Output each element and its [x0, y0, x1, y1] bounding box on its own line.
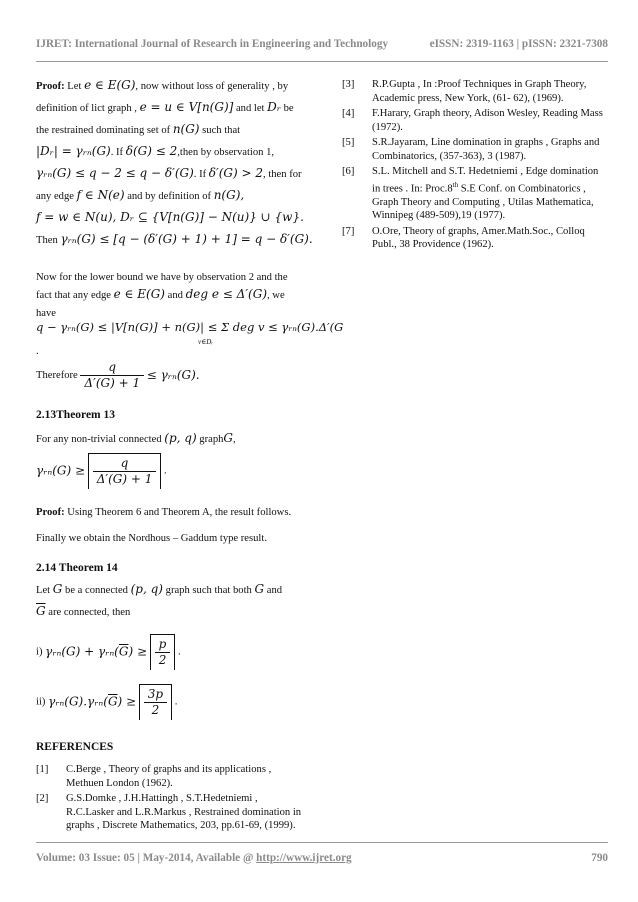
reference-item [342, 78, 604, 105]
issn-text: eISSN: 2319-1163 | pISSN: 2321-7308 [429, 38, 608, 50]
thm14-line2 [36, 604, 304, 626]
math: (p, q) [130, 582, 163, 596]
fraction [144, 687, 167, 718]
math: γᵣₙ(G).γᵣₙ( [48, 694, 108, 709]
text: ,then by observation 1, [177, 147, 275, 158]
reference-number: [7] [342, 225, 355, 237]
nordhous-line [36, 531, 304, 553]
math: n(G), [213, 188, 245, 202]
text: Using Theorem 6 and Theorem A, the result follows. [67, 507, 292, 518]
header-rule [36, 61, 608, 62]
math: δ(G) ≤ 2 [125, 144, 178, 158]
dot-line [36, 344, 304, 360]
math: $\overline{G}$ [36, 604, 46, 618]
footer-rule [36, 842, 608, 843]
text: such that [202, 125, 241, 136]
thm13-equation [36, 453, 304, 495]
text: . If [193, 169, 207, 180]
text: Let [36, 585, 51, 596]
text: . [178, 646, 181, 658]
reference-number: [5] [342, 137, 355, 148]
reference-text: S.L. Mitchell and S.T. Hedetniemi , Edge domination in trees . In: Proc.8 [372, 166, 599, 195]
text: and by definition of [127, 191, 212, 202]
proof1-line7 [36, 210, 304, 232]
text: graph such that both [165, 585, 252, 596]
lower-equation [36, 320, 344, 346]
volume-text: Volume: 03 Issue: 05 | May-2014, Available @ [36, 852, 254, 864]
text: . If [110, 147, 124, 158]
math: |Dᵣ| = γᵣₙ(G) [36, 144, 111, 158]
reference-text: G.S.Domke , J.H.Hattingh , S.T.Hedetniemi , R.C.Lasker and L.R.Markus , Restrained domination in graphs , Discrete Mathematics, 203, pp.61-69, (1999). [66, 793, 302, 831]
superscript: th [452, 180, 459, 189]
sum-subscript: v∈Dᵣ [198, 338, 214, 346]
ceiling-bracket [88, 453, 162, 489]
text: Now for the lower bound we have by observation 2 and the [36, 272, 288, 283]
theorem14-heading: 2.14 Theorem 14 [36, 562, 118, 574]
reference-text: S.E Conf. on Combinatorics , Graph Theory and Computing , Utilas Mathematica, Winnipeg (489-509),19 (1977). [372, 183, 594, 222]
denominator: 2 [158, 653, 167, 667]
reference-text: C.Berge , Theory of graphs and its applications , Methuen London (1962). [66, 764, 272, 789]
text: fact that any edge [36, 290, 111, 301]
text: graph [199, 434, 224, 445]
thm14-i [36, 634, 304, 676]
reference-text: F.Harary, Graph theory, Adison Wesley, Reading Mass (1972). [372, 108, 603, 133]
text: have [36, 308, 56, 319]
proof1-line1 [36, 78, 304, 100]
lower-line1 [36, 270, 304, 287]
text: Then [36, 235, 58, 246]
fraction [80, 360, 144, 391]
text: be [283, 103, 294, 114]
reference-list-left [36, 763, 304, 833]
proof-label: Proof: [36, 507, 65, 518]
math: e ∈ E(G) [113, 287, 165, 301]
reference-item [342, 225, 604, 252]
math: ≤ γᵣₙ(G). [146, 368, 200, 382]
denominator: 2 [151, 703, 160, 717]
lower-line2 [36, 287, 304, 306]
proof2-line [36, 505, 304, 527]
page-footer [36, 852, 608, 864]
fraction [155, 637, 171, 668]
text: , then for [263, 169, 302, 180]
thm13-text [36, 431, 304, 453]
math: q − γᵣₙ(G) ≤ |V[n(G)] + n(G)| ≤ Σ deg v ≤ γᵣₙ(G).Δ′(G [36, 320, 344, 334]
text: , we [267, 290, 285, 301]
math: e ∈ E(G) [84, 78, 136, 92]
page-header [36, 38, 608, 54]
reference-number: [6] [342, 166, 355, 177]
math: e = u ∈ V[n(G)] [139, 100, 234, 114]
text: , now without loss of generality , by [135, 81, 289, 92]
text: Finally we obtain the Nordhous – Gaddum type result. [36, 533, 267, 544]
math: f = w ∈ N(u), Dᵣ ⊆ {V[n(G)] − N(u)} ∪ {w}. [36, 210, 304, 224]
page-number: 790 [591, 852, 608, 864]
math: $\overline{G}$ [107, 694, 118, 709]
math: G [223, 431, 234, 445]
math: deg e ≤ Δ′(G) [185, 287, 267, 301]
proof1-line5 [36, 166, 304, 188]
theorem13-heading: 2.13Theorem 13 [36, 409, 116, 421]
lower-line3 [36, 306, 304, 320]
reference-item [342, 165, 604, 223]
text: the restrained dominating set of [36, 125, 171, 136]
fraction [93, 456, 157, 487]
reference-number: [1] [36, 764, 49, 775]
numerator: p [155, 637, 171, 653]
math: γᵣₙ(G) ≤ [q − (δ′(G) + 1) + 1] = q − δ′(G). [60, 232, 313, 246]
proof1-line3 [36, 122, 304, 144]
text: . [174, 696, 178, 708]
denominator: Δ′(G) + 1 [84, 376, 141, 390]
text: , [233, 434, 236, 445]
references-heading: REFERENCES [36, 741, 114, 753]
math: G [52, 582, 63, 596]
math: ) ≥ [117, 694, 137, 709]
text: . [36, 346, 39, 357]
text: are connected, then [48, 607, 131, 618]
text: definition of lict graph , [36, 103, 137, 114]
reference-item [342, 107, 604, 134]
math: δ′(G) > 2 [208, 166, 264, 180]
proof1-line2 [36, 100, 304, 122]
denominator: Δ′(G) + 1 [96, 472, 153, 486]
math: (p, q) [164, 431, 197, 445]
text: ii) [36, 696, 46, 708]
reference-text: O.Ore, Theory of graphs, Amer.Math.Soc., Colloq Publ., 38 Providence (1962). [372, 225, 585, 251]
reference-text: S.R.Jayaram, Line domination in graphs , Graphs and Combinatorics, (357-363), 3 (1987). [372, 137, 600, 162]
proof1-line4 [36, 144, 304, 166]
math: ) ≥ [128, 644, 148, 659]
text: be a connected [65, 585, 128, 596]
math: Dᵣ [267, 100, 281, 114]
proof-label: Proof: [36, 81, 65, 92]
reference-text: R.P.Gupta , In :Proof Techniques in Graph Theory, Academic press, New York, (61- 62), (1969). [372, 79, 587, 104]
ceiling-bracket [150, 634, 176, 670]
text: and [167, 290, 183, 301]
math: γᵣₙ(G) + γᵣₙ( [45, 644, 119, 659]
numerator: 3p [144, 687, 167, 703]
left-column [36, 78, 344, 835]
ceiling-bracket [139, 684, 172, 720]
numerator: q [80, 360, 144, 376]
text: and [266, 585, 283, 596]
reference-item [36, 792, 304, 833]
therefore-line [36, 360, 304, 396]
reference-item [342, 136, 604, 163]
thm14-ii [36, 684, 304, 726]
reference-number: [4] [342, 108, 355, 119]
math: $\overline{G}$ [118, 644, 129, 659]
right-column [342, 78, 604, 254]
thm14-line1 [36, 582, 304, 604]
text: and let [235, 103, 265, 114]
text: i) [36, 646, 43, 658]
text: Let [67, 81, 82, 92]
reference-number: [3] [342, 79, 355, 90]
math: n(G) [172, 122, 200, 136]
journal-link[interactable]: http://www.ijret.org [256, 852, 352, 864]
text: For any non-trivial connected [36, 434, 162, 445]
text: Therefore [36, 370, 78, 381]
reference-item [36, 763, 304, 790]
proof1-line8 [36, 232, 313, 254]
math: γᵣₙ(G) ≥ [36, 463, 86, 478]
text: any edge [36, 191, 74, 202]
math: γᵣₙ(G) ≤ q − 2 ≤ q − δ′(G) [36, 166, 194, 180]
text: . [164, 465, 167, 477]
reference-number: [2] [36, 793, 49, 804]
proof1-line6 [36, 188, 304, 210]
math: G [254, 582, 265, 596]
numerator: q [93, 456, 157, 472]
math: f ∈ N(e) [76, 188, 125, 202]
journal-title: IJRET: International Journal of Research in Engineering and Technology [36, 38, 389, 50]
